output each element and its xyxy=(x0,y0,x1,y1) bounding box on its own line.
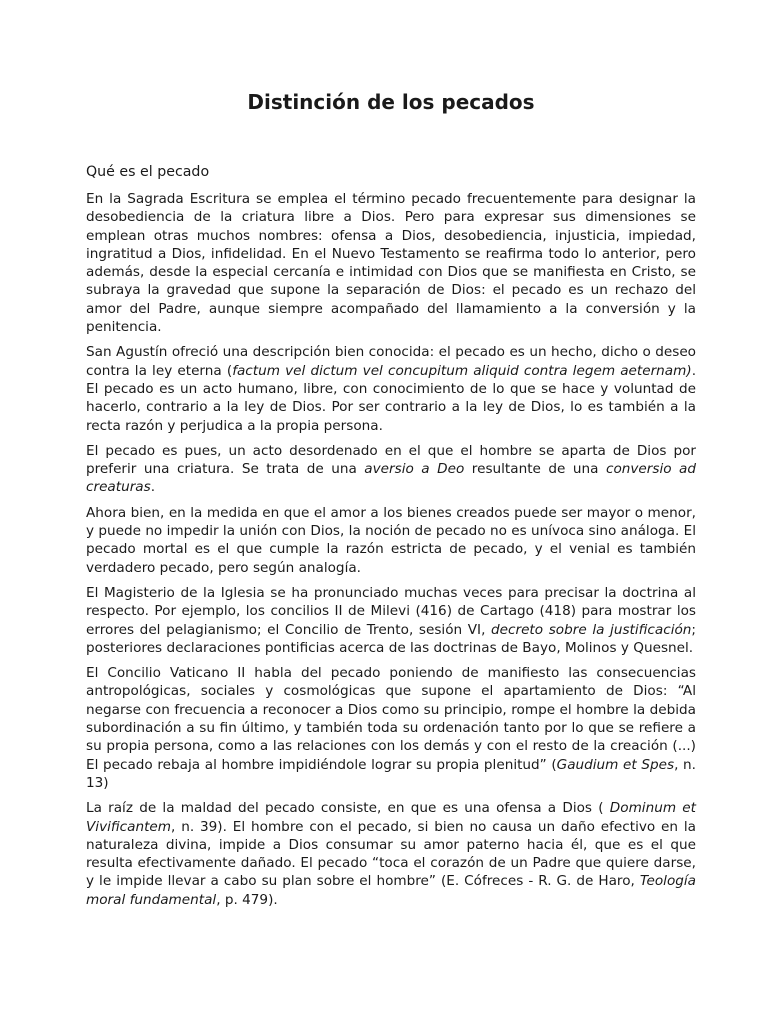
text-run: El Concilio Vaticano II habla del pecado poniendo de manifiesto las consecuencias antropológicas, sociales y cosmológicas que supone el apartamiento de Dios: “Al negarse con frecuencia a reconocer a Dios como su principio, rompe el hombre la debida subordinación a su fin último, y también toda su ordenación tanto por lo que se refiere a su propia persona, como a las relaciones con los demás y con el resto de la creación (...) El pecado rebaja al hombre impidiéndole lograr su propia plenitud” ( xyxy=(86,665,696,773)
italic-run: conversio ad creaturas xyxy=(86,461,697,496)
italic-run: Dominum et Vivificantem xyxy=(86,800,696,835)
text-run: , p. 479). xyxy=(216,891,278,908)
text-run: San Agustín ofreció una descripción bien conocida: el pecado es un hecho, dicho o deseo contra la ley eterna ( xyxy=(86,344,696,379)
paragraph xyxy=(86,664,696,792)
document-body xyxy=(86,190,696,916)
paragraph xyxy=(86,343,696,434)
paragraph xyxy=(86,190,696,336)
text-run: El Magisterio de la Iglesia se ha pronunciado muchas veces para precisar la doctrina al respecto. Por ejemplo, los concilios II de Milevi (416) de Cartago (418) para mostrar los errores del pelagianismo; el Concilio de Trento, sesión VI, xyxy=(86,584,696,638)
italic-run: Teología moral fundamental xyxy=(86,873,696,908)
document-title: Distinción de los pecados xyxy=(247,90,535,114)
text-run: La raíz de la maldad del pecado consiste, en que es una ofensa a Dios ( xyxy=(86,800,610,817)
text-run: ; posteriores declaraciones pontificias acerca de las doctrinas de Bayo, Molinos y Quesnel. xyxy=(86,621,696,656)
text-run: , n. 39). El hombre con el pecado, si bien no causa un daño efectivo en la naturaleza divina, impide a Dios consumar su amor paterno hacia él, que es el que resulta efectivamente dañado. El pecado “toca el corazón de un Padre que quiere darse, y le impide llevar a cabo su plan sobre el hombre” (E. Cófreces - R. G. de Haro, xyxy=(86,818,696,890)
paragraph xyxy=(86,799,696,909)
italic-run: decreto sobre la justificación xyxy=(491,621,692,638)
text-run: Ahora bien, en la medida en que el amor a los bienes creados puede ser mayor o menor, y puede no impedir la unión con Dios, la noción de pecado no es unívoca sino análoga. El pecado mortal es el que cumple la razón estricta de pecado, y el venial es también verdadero pecado, pero según analogía. xyxy=(86,504,696,576)
section-heading: Qué es el pecado xyxy=(86,164,210,180)
paragraph xyxy=(86,584,696,657)
paragraph xyxy=(86,504,696,577)
text-run: En la Sagrada Escritura se emplea el término pecado frecuentemente para designar la desobediencia de la criatura libre a Dios. Pero para expresar sus dimensiones se emplean otras muchos nombres: ofensa a Dios, desobediencia, injusticia, impiedad, ingratitud a Dios, infidelidad. En el Nuevo Testamento se reafirma todo lo anterior, pero además, desde la especial cercanía e intimidad con Dios que se manifiesta en Cristo, se subraya la gravedad que supone la separación de Dios: el pecado es un rechazo del amor del Padre, aunque siempre acompañado del llamamiento a la conversión y la penitencia. xyxy=(86,191,696,336)
text-run: resultante de una xyxy=(464,461,606,478)
italic-run: Gaudium et Spes xyxy=(556,756,675,773)
text-run: , n. 13) xyxy=(86,756,696,791)
text-run: . xyxy=(150,479,156,496)
paragraph xyxy=(86,442,696,497)
italic-run: aversio a Deo xyxy=(364,461,465,478)
italic-run: factum vel dictum vel concupitum aliquid contra legem aeternam) xyxy=(232,362,692,379)
text-run: El pecado es pues, un acto desordenado en el que el hombre se aparta de Dios por preferir una criatura. Se trata de una xyxy=(86,442,696,478)
text-run: . El pecado es un acto humano, libre, con conocimiento de lo que se hace y voluntad de hacerlo, contrario a la ley de Dios. Por ser contrario a la ley de Dios, lo es también a la recta razón y perjudica a la propia persona. xyxy=(86,362,697,434)
